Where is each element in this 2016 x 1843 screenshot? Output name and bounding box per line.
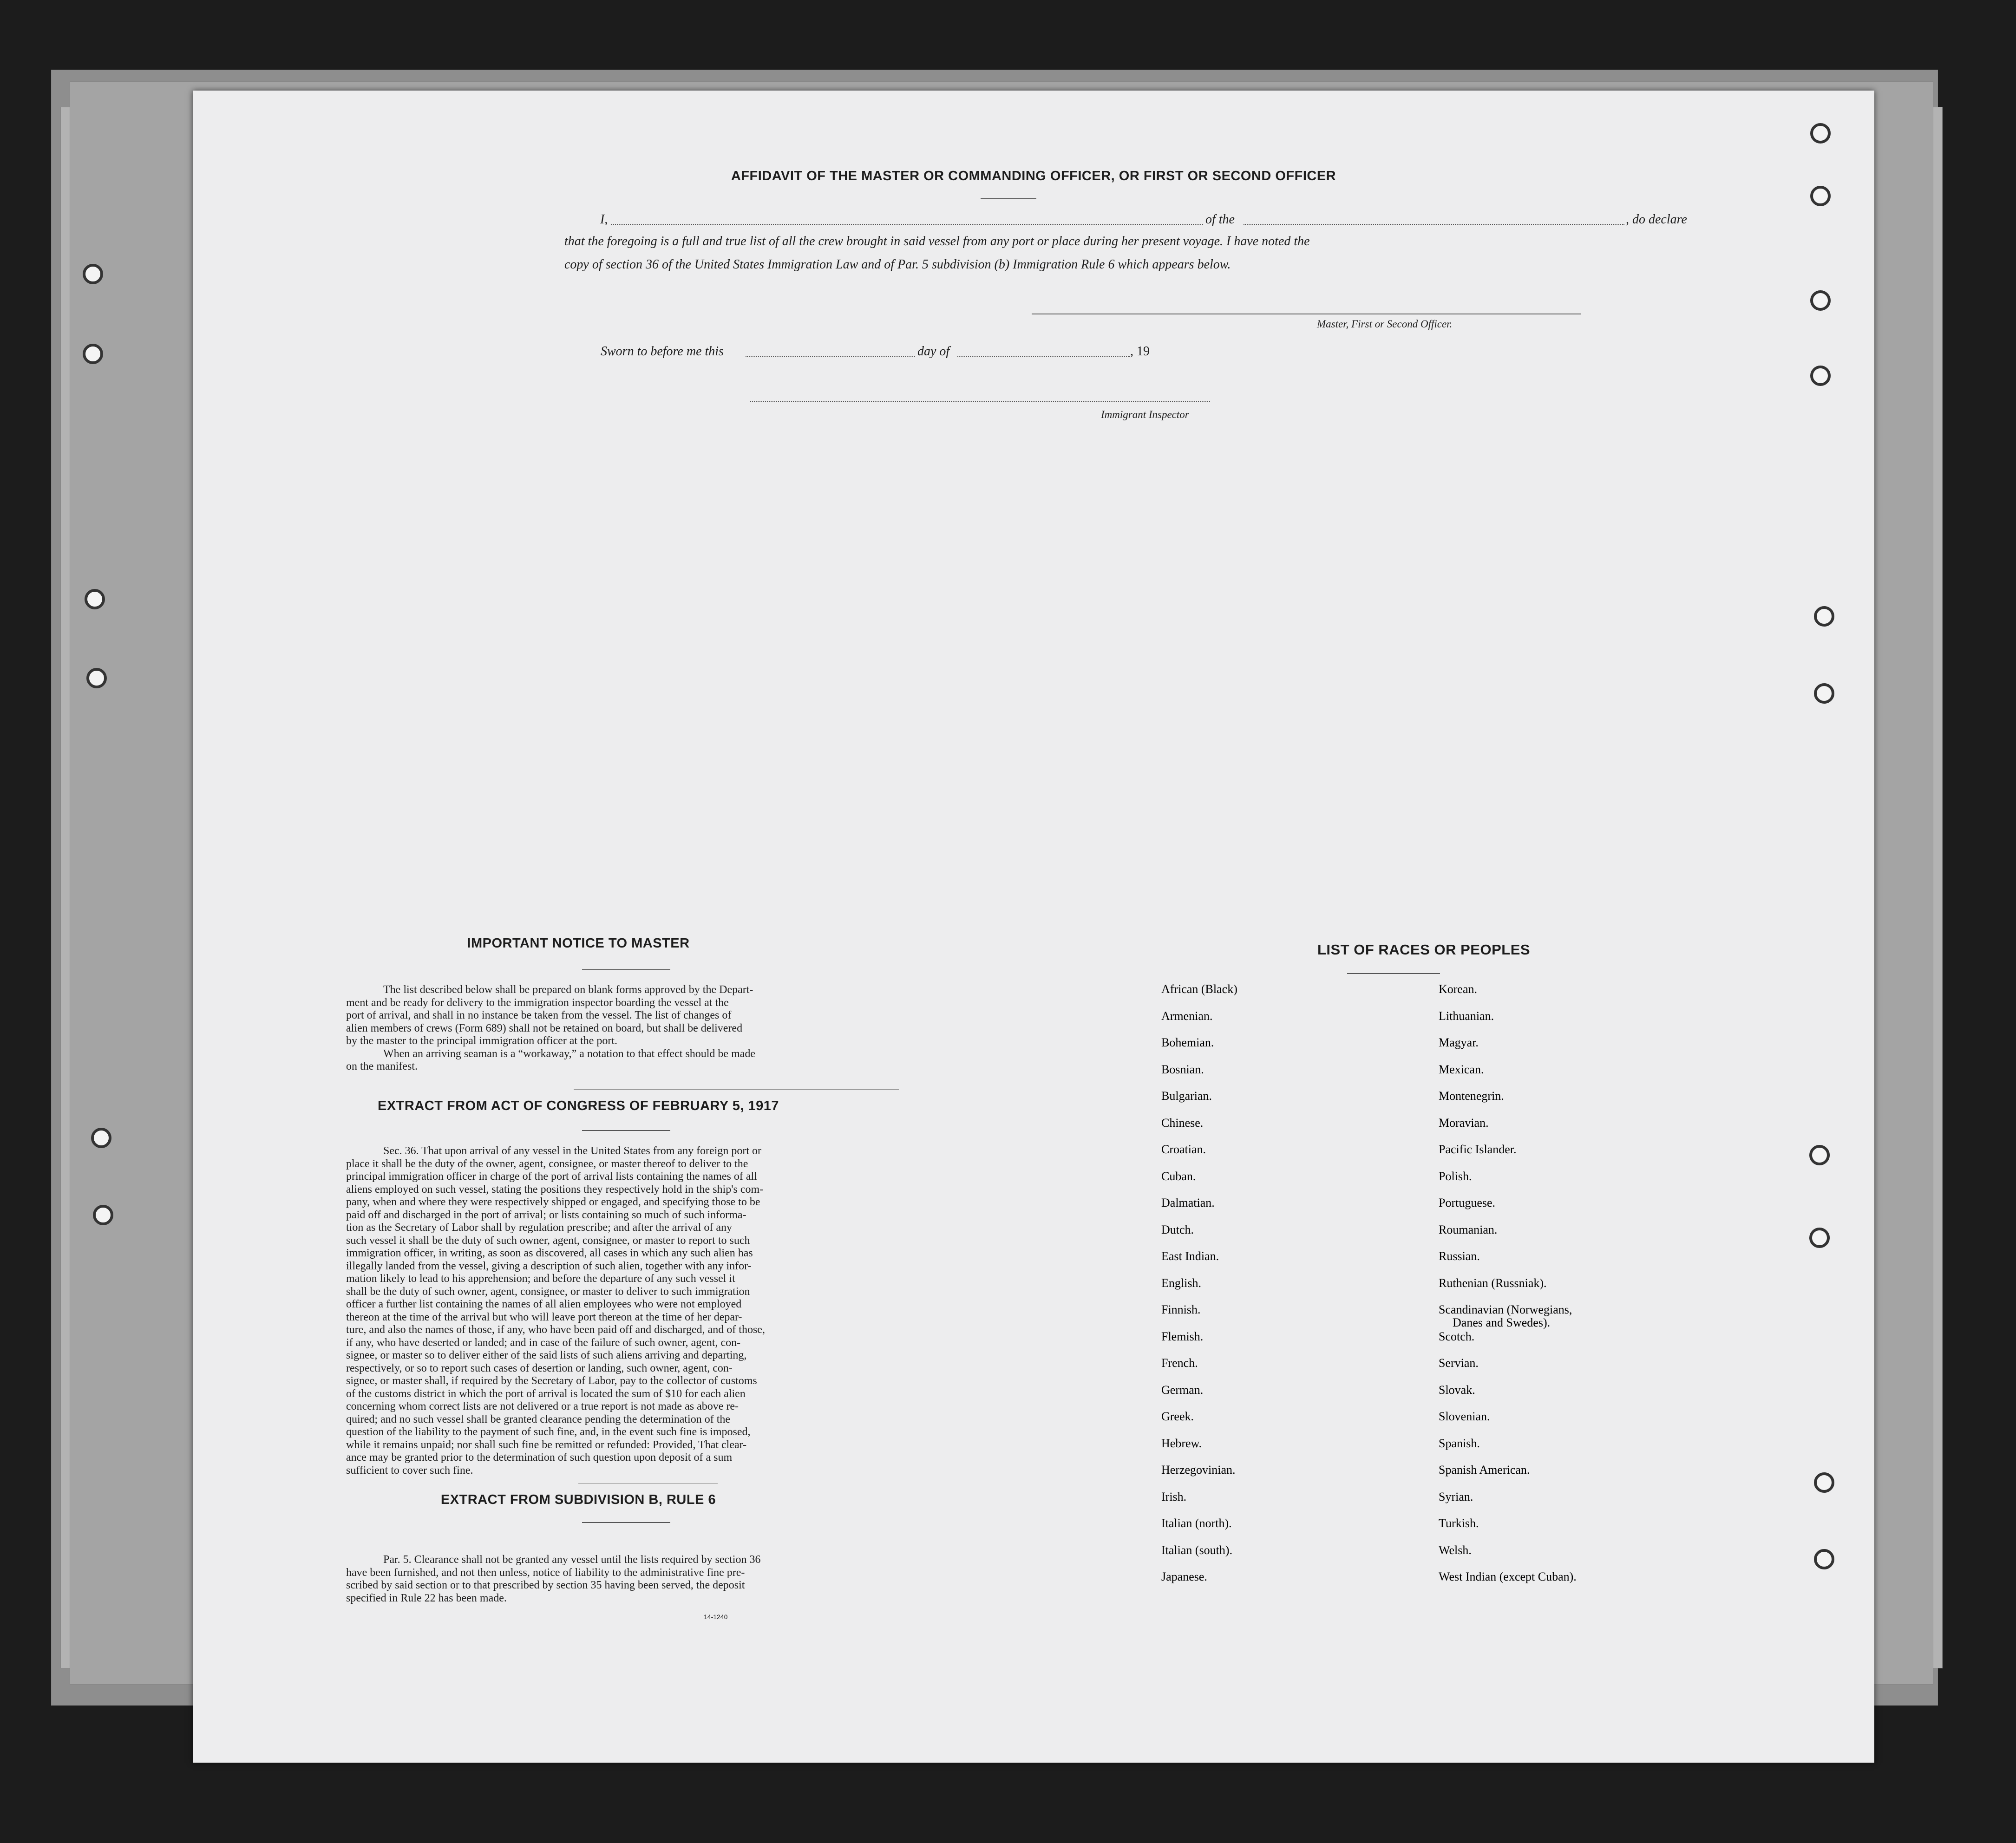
sworn-day-blank[interactable] [746,356,915,357]
body-text-line: place it shall be the duty of the owner, agent, consignee, or master thereof to deliver to the [346,1157,748,1170]
race-item: Armenian. [1161,1009,1213,1023]
body-text-line: mation likely to lead to his apprehension; and before the departure of any such vessel it [346,1273,735,1285]
sworn-year-label: , 19 [1130,344,1150,359]
notice-text-line: on the manifest. [346,1060,418,1072]
notice-text-line: by the master to the principal immigration officer at the port. [346,1035,618,1047]
affidavit-of-the-label: of the [1205,212,1235,227]
notice-paragraph-1 [346,984,811,1073]
affidavit-i-label: I, [600,212,608,227]
body-text-line: concerning whom correct lists are not delivered or a true report is not made as above re- [346,1400,739,1412]
race-item: Mexican. [1439,1062,1484,1076]
race-item: Finnish. [1161,1303,1201,1316]
notice-text-line: alien members of crews (Form 689) shall not be retained on board, but shall be delivered [346,1022,743,1034]
race-item: African (Black) [1161,982,1237,996]
extract-rule-text [346,1554,811,1605]
divider [582,969,670,970]
race-item: Turkish. [1439,1516,1479,1530]
body-text-line: scribed by said section or to that prescribed by section 35 having been served, the deposit [346,1579,745,1591]
binder-hole-icon [93,1205,113,1225]
binder-hole-icon [1809,1145,1830,1165]
body-text-line: Par. 5. Clearance shall not be granted any vessel until the lists required by section 36 [383,1554,761,1566]
race-item: Pacific Islander. [1439,1143,1517,1156]
race-item: Slovak. [1439,1383,1475,1397]
binder-hole-icon [1810,366,1831,386]
race-item: English. [1161,1276,1201,1290]
binder-hole-icon [1814,1549,1834,1569]
binder-hole-icon [1809,1228,1830,1248]
race-item: Bohemian. [1161,1036,1214,1049]
race-item: Irish. [1161,1490,1187,1503]
sworn-label: Sworn to before me this [601,344,724,359]
race-item: Syrian. [1439,1490,1473,1503]
extract-rule-title: EXTRACT FROM SUBDIVISION B, RULE 6 [440,1492,716,1507]
body-text-line: Sec. 36. That upon arrival of any vessel in the United States from any foreign port or [383,1145,762,1157]
body-text-line: principal immigration officer in charge of the port of arrival lists containing the names of all [346,1170,757,1183]
binder-hole-icon [1810,186,1831,206]
divider [578,1483,718,1484]
extract-act-title: EXTRACT FROM ACT OF CONGRESS OF FEBRUARY 5, 1917 [377,1098,779,1113]
race-item: Moravian. [1439,1116,1489,1130]
race-item: Cuban. [1161,1169,1196,1183]
binder-hole-icon [85,589,105,609]
divider [582,1130,670,1131]
race-item: Chinese. [1161,1116,1204,1130]
race-item: French. [1161,1356,1198,1370]
race-item: German. [1161,1383,1204,1397]
race-item: Scotch. [1439,1329,1475,1343]
body-text-line: shall be the duty of such owner, agent, consignee, or master to deliver to such immigration [346,1285,750,1298]
race-item: Bulgarian. [1161,1089,1212,1103]
binder-hole-icon [1810,290,1831,311]
body-text-line: ture, and also the names of those, if any, who have been paid off and discharged, and of those, [346,1324,765,1336]
race-item: Spanish. [1439,1436,1480,1450]
name-blank-line[interactable] [611,224,1203,225]
race-item: Japanese. [1161,1570,1207,1583]
race-item: Polish. [1439,1169,1472,1183]
race-item: Croatian. [1161,1143,1206,1156]
race-item: Servian. [1439,1356,1479,1370]
body-text-line: such vessel it shall be the duty of such owner, agent, consignee, or master to report to such [346,1234,750,1247]
manifest-page [193,91,1874,1763]
races-right-column [1439,982,1699,1633]
race-item: East Indian. [1161,1249,1219,1263]
body-text-line: ance may be granted prior to the determination of such question upon deposit of a sum [346,1451,733,1464]
body-text-line: while it remains unpaid; nor shall such fine be remitted or refunded: Provided, That clear- [346,1438,747,1451]
notice-text-line: ment and be ready for delivery to the immigration inspector boarding the vessel at the [346,996,729,1009]
body-text-line: aliens employed on such vessel, stating the positions they respectively hold in the ship's com- [346,1183,764,1196]
inspector-label: Immigrant Inspector [1101,409,1189,420]
body-text-line: immigration officer, in writing, as soon as discovered, all cases in which any such alien has [346,1247,753,1259]
race-item: Bosnian. [1161,1062,1204,1076]
body-text-line: of the customs district in which the port of arrival is located the sum of $10 for each alien [346,1387,746,1400]
notice-title: IMPORTANT NOTICE TO MASTER [467,936,690,951]
body-text-line: illegally landed from the vessel, giving a description of such alien, together with any infor- [346,1260,752,1272]
sworn-month-blank[interactable] [957,356,1130,357]
notice-text-line: The list described below shall be prepared on blank forms approved by the Depart- [383,984,753,996]
race-item: Magyar. [1439,1036,1479,1049]
race-item: Greek. [1161,1410,1194,1423]
divider [981,198,1036,199]
notice-text-line: When an arriving seaman is a “workaway,” a notation to that effect should be made [383,1047,756,1060]
body-text-line: tion as the Secretary of Labor shall by regulation prescribe; and after the arrival of any [346,1222,732,1234]
race-item: Italian (south). [1161,1543,1233,1557]
race-item: Spanish American. [1439,1463,1530,1477]
body-text-line: specified in Rule 22 has been made. [346,1592,507,1604]
body-text-line: have been furnished, and not then unless, notice of liability to the administrative fine pre- [346,1566,745,1579]
binder-hole-icon [1814,1472,1834,1493]
binder-hole-icon [83,344,103,364]
race-item: Portuguese. [1439,1196,1496,1209]
body-text-line: if any, who have deserted or landed; and in case of the failure of such owner, agent, con- [346,1336,741,1349]
binder-hole-icon [1810,123,1831,144]
form-number: 14-1240 [704,1613,728,1621]
body-text-line: officer a further list containing the names of all alien employees who were not employed [346,1298,742,1310]
race-item: West Indian (except Cuban). [1439,1570,1577,1583]
affidavit-declare-label: , do declare [1626,212,1687,227]
binder-hole-icon [1814,683,1834,704]
race-item: Roumanian. [1439,1222,1498,1236]
sworn-day-of-label: day of [917,344,950,359]
race-item: Russian. [1439,1249,1480,1263]
race-item: Welsh. [1439,1543,1472,1557]
race-item: Dalmatian. [1161,1196,1215,1209]
race-item: Slovenian. [1439,1410,1490,1423]
body-text-line: signee, or master shall, if required by the Secretary of Labor, pay to the collector of customs [346,1375,757,1387]
vessel-blank-line[interactable] [1244,224,1624,225]
body-text-line: quired; and no such vessel shall be granted clearance pending the determination of the [346,1413,731,1425]
body-text-line: respectively, or so to report such cases of desertion or landing, such owner, agent, con- [346,1362,733,1374]
divider [1347,973,1440,974]
affidavit-line-3: copy of section 36 of the United States Immigration Law and of Par. 5 subdivision (b) Immigration Rule 6 which appears below. [564,257,1231,272]
race-item: Dutch. [1161,1222,1194,1236]
race-item-continuation: Danes and Swedes). [1453,1316,1551,1329]
binder-hole-icon [91,1128,111,1148]
affidavit-title: AFFIDAVIT OF THE MASTER OR COMMANDING OFFICER, OR FIRST OR SECOND OFFICER [731,169,1336,183]
race-item: Ruthenian (Russniak). [1439,1276,1547,1290]
race-item: Herzegovinian. [1161,1463,1236,1477]
race-item: Hebrew. [1161,1436,1202,1450]
binder-hole-icon [1814,606,1834,627]
race-item: Lithuanian. [1439,1009,1494,1023]
body-text-line: thereon at the time of the arrival but who will leave port thereon at the time of her depar- [346,1311,742,1323]
binder-hole-icon [86,668,107,688]
races-title: LIST OF RACES OR PEOPLES [1317,941,1531,958]
binder-hole-icon [83,264,103,284]
notice-text-line: port of arrival, and shall in no instance be taken from the vessel. The list of changes of [346,1009,732,1021]
race-item: Scandinavian (Norwegians, [1439,1303,1572,1316]
affidavit-line-2: that the foregoing is a full and true list of all the crew brought in said vessel from any port or place during her present voyage. I have noted the [564,234,1310,248]
race-item: Flemish. [1161,1329,1204,1343]
body-text-line: signee, or master so to deliver either of the said lists of such aliens arriving and departing, [346,1349,747,1361]
inspector-signature-line[interactable] [750,401,1210,402]
divider [582,1522,670,1523]
body-text-line: sufficient to cover such fine. [346,1464,473,1477]
body-text-line: pany, when and where they were respectively shipped or engaged, and specifying those to be [346,1196,760,1208]
body-text-line: paid off and discharged in the port of arrival; or lists containing so much of such informa- [346,1209,746,1221]
race-item: Italian (north). [1161,1516,1232,1530]
divider [574,1089,899,1090]
race-item: Korean. [1439,982,1478,996]
extract-act-text [346,1145,811,1477]
body-text-line: question of the liability to the payment of such fine, and, in the event such fine is imposed, [346,1426,751,1438]
race-item: Montenegrin. [1439,1089,1504,1103]
races-left-column [1161,982,1421,1633]
master-signature-label: Master, First or Second Officer. [1317,318,1453,330]
